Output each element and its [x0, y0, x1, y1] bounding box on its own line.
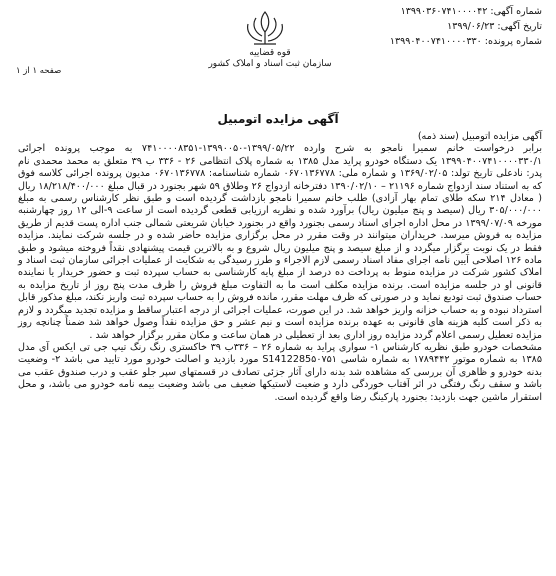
org-name: [190, 48, 350, 70]
org-line-1: قوه قضاییه: [249, 48, 291, 58]
notice-paragraph-1: برابر درخواست خانم سمیرا نامجو به شرح وارده ۱۳۹۹/۰۵/۲۲-۱۳۹۹۰۰۵۰-۷۴۱۰۰۰۰۸۳۵۱ به موجب پرونده اجرائی ۱۳۹۹۰۴۰۰۷۴۱۰۰۰۰۳۳۰/۱ یک دستگاه خودرو پراید مدل ۱۳۸۵ به شماره پلاک انتظامی ۲۶ - ۳۳۶ ب ۳۹ متعلق به محمد محمدی نام پدر: نادعلی تاریخ تولد: ۱۳۶۹/۰۲/۰۵ و شماره ملی: ۰۶۷۰۱۳۶۷۷۸ شماره شناسنامه: ۰۶۷۰۱۳۶۷۷۸ مدیون پرونده اجرائی کلاسه فوق که به استناد سند ازدواج شماره ۲۱۱۹۶ – ۱۳۹۰/۰۲/۱۰ دفترخانه ازدواج ۲۶ وطلاق ۵۹ شهر بجنورد در قبال مبلغ ۱۸/۲۱۸/۴۰۰/۰۰۰ ریال ( معادل ۲۱۴ سکه طلای تمام بهار آزادی) طلب خانم سمیرا نامجو بازداشت گردیده است و طبق نظر کارشناس رسمی به مبلغ ۳۰۵/۰۰۰/۰۰۰ ریال (سیصد و پنج میلیون ریال) برآورد شده و نظریه ارزیابی قطعی گردیده است از ساعت ۹-الی ۱۲ روز چهارشنبه مورخه ۱۳۹۹/۰۷/۰۹ در محل اداره اجرای اسناد رسمی بجنورد واقع در بجنورد خیابان شریعتی شمالی جنب اداره پست قدیم از طریق مزایده به فروش میرسد. خریداران میتوانند در وقت مقرر در محل برگزاری مزایده حاضر شده و در جلسه شرکت نمایند. مزایده فقط در یک نوبت برگزار میگردد و از مبلغ سیصد و پنج میلیون ریال شروع و به بالاترین قیمت پیشنهادی نقداً فروخته میشود و طبق ماده ۱۲۶ اصلاحی آیین نامه اجرای مفاد اسناد رسمی لازم الاجراء و طرز رسیدگی به شکایت از عملیات اجرائی سازمان ثبت اسناد و املاک کشور شرکت در مزایده منوط به پرداخت ده درصد از مبلغ پایه کارشناسی به حساب سپرده ثبت و حضور خریدار یا نماینده قانونی او در جلسه مزایده است. برنده مزایده مکلف است ما به التفاوت مبلغ فروش را ظرف مدت پنج روز از تاریخ مزایده به حساب صندوق ثبت تودیع نماید و در صورتی که ظرف مهلت مقرر، مانده فروش را به حساب سپرده ثبت واریز نکند، مبلغ مذکور قابل استرداد نبوده و به حساب خزانه واریز خواهد شد. در این صورت، عملیات اجرائی از درجه اعتبار ساقط و مزایده تجدید میگردد و لازم به ذکر است کلیه هزینه های قانونی به عهده برنده مزایده است و نیم عشر و حق مزایده نقداً وصول خواهد شد ضمناً چنانچه روز مزایده تعطیل رسمی اعلام گردد مزایده روز اداری بعد از تعطیلی در همان ساعت و مکان مقرر برگزار خواهد شد .: [17, 143, 543, 341]
ad-date: تاریخ آگهی: ۱۳۹۹/۰۶/۲۳: [447, 21, 542, 32]
org-line-2: سازمان ثبت اسناد و املاک کشور: [208, 59, 332, 69]
ad-meta: [312, 4, 542, 49]
ad-number: شماره آگهی: ۱۳۹۹۰۳۶۰۷۴۱۰۰۰۰۴۲: [400, 6, 542, 17]
judiciary-emblem-icon: [232, 8, 298, 48]
notice-subtitle: آگهی مزایده اتومبیل (سند ذمه): [417, 131, 542, 142]
notice-body: [18, 131, 542, 404]
page-title: آگهی مزایده اتومبیل: [217, 112, 339, 126]
notice-paragraph-2: مشخصات خودرو طبق نظریه کارشناس ۱- سواری پراید به شماره ۲۶ – ۳۳۶ب ۳۹ خاکستری رنگ رنگ تیپ جی تی ایکس آی مدل ۱۳۸۵ به شماره موتور ۱۷۸۹۴۴۲ به شماره شاسی S1412285۵۰۷۵۱ مورد بازدید و اصالت خودرو مورد تایید می باشد ۲- وضعیت بدنه خودرو و ظاهری آن بررسی که مشاهده شد بدنه دارای آثار جزئی تصادف در قسمتهای سپر جلو عقب و درب صندوق عقب می باشد و سقف رنگ رفتگی در اثر آفتاب خوردگی دارد و ضعیت لاستیکها ضعیف می باشد وضعیت بیمه نامه خودرو می باشد، و محل استقرار ماشین جهت بازدید: بجنورد پارکینگ رضا واقع گردیده است.: [18, 341, 542, 403]
file-number: شماره پرونده: ۱۳۹۹۰۴۰۰۷۴۱۰۰۰۰۳۳۰: [389, 36, 542, 47]
page-number: صفحه ۱ از ۱: [16, 66, 62, 76]
